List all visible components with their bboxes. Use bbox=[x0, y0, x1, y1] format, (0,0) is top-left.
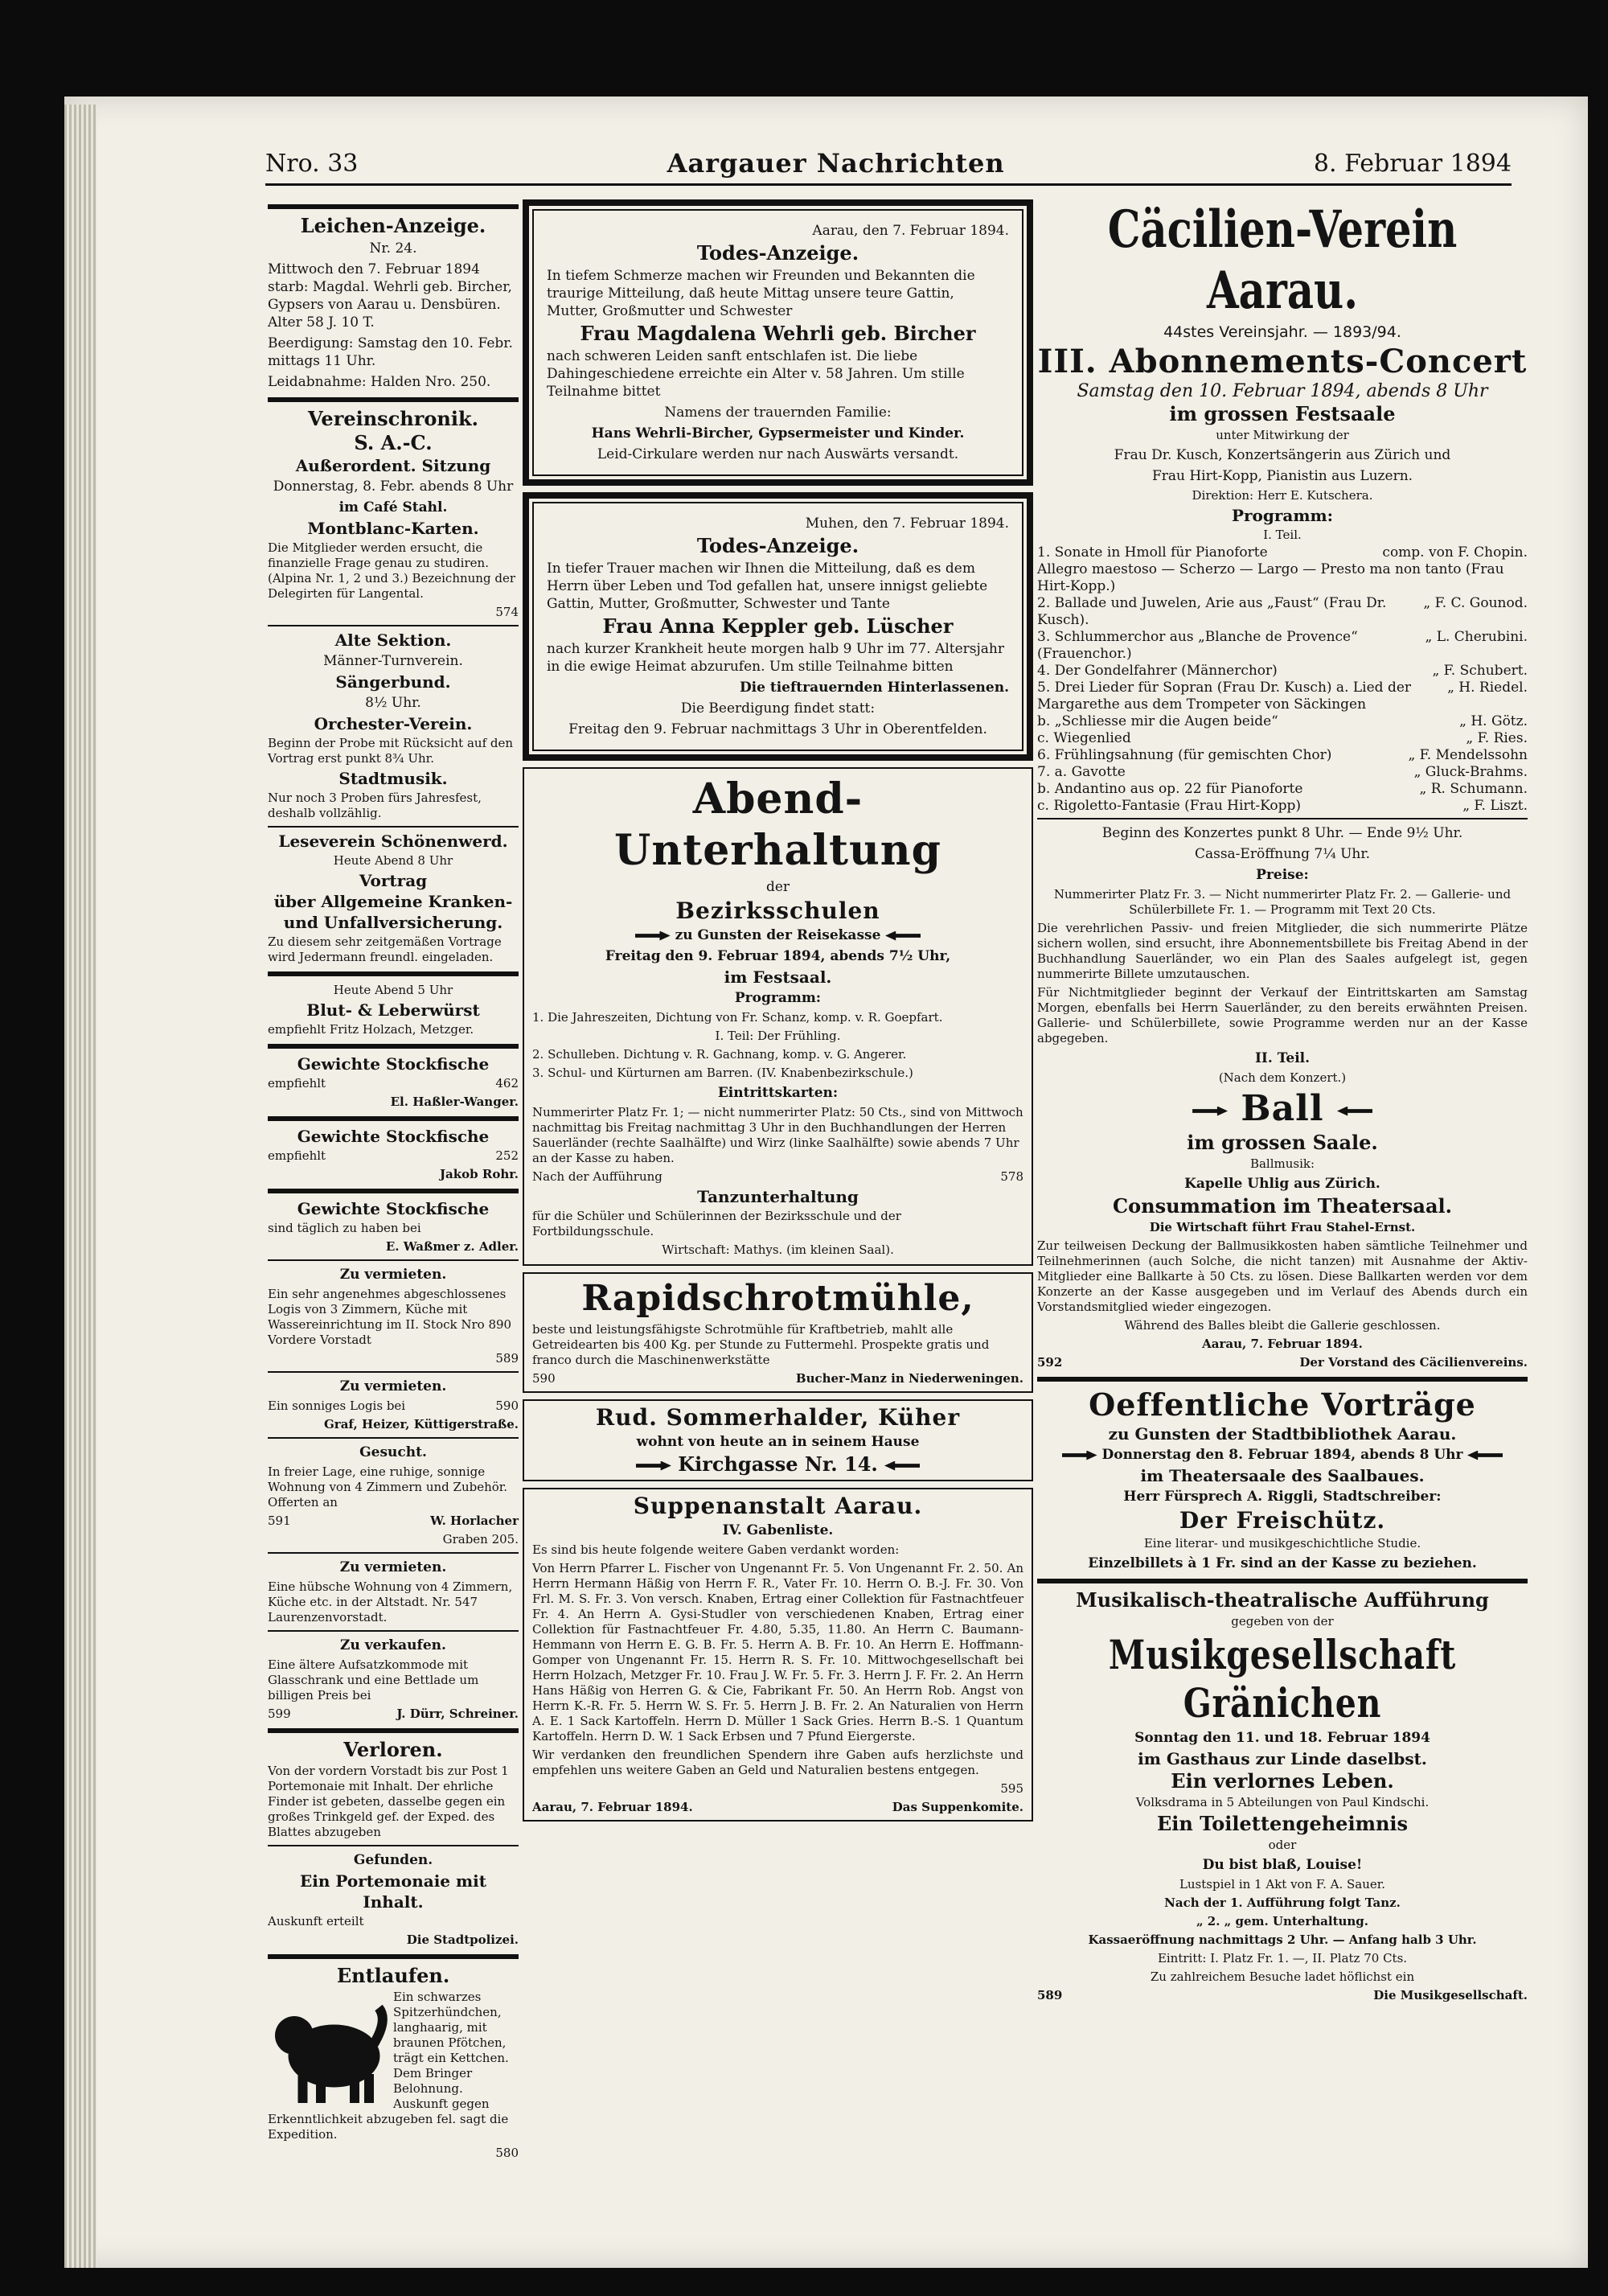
musik-sig: Die Musikgesellschaft. bbox=[1373, 1988, 1528, 2002]
abend-prog-item: I. Teil: Der Frühling. bbox=[715, 1029, 841, 1043]
abend-zu: zu Gunsten der Reisekasse bbox=[675, 927, 881, 943]
entlaufen-num: 580 bbox=[495, 2146, 519, 2160]
musik-loc: im Gasthaus zur Linde daselbst. bbox=[1138, 1749, 1427, 1768]
musik-play2: Ein Toilettengeheimnis bbox=[1156, 1812, 1409, 1835]
sac-sub: Außerordent. Sitzung bbox=[295, 456, 491, 475]
leichen-anzeige bbox=[268, 214, 519, 392]
caec-info2: Für Nichtmitglieder beginnt der Verkauf der Eintrittskarten am Samstag Morgen, ebenfalls bei Herrn Sauerländer, zu den bereits erwähnten Preisen. Gallerie- und Schülerbillete, sowie Programme werden nur an der Kasse abgegeben. bbox=[1037, 985, 1528, 1045]
alte-title: Alte Sektion. bbox=[334, 630, 452, 650]
stock2-by: empfiehlt bbox=[268, 1148, 326, 1163]
tod1-fam: Namens der trauernden Familie: bbox=[664, 405, 892, 421]
musik-nach2: „ 2. „ gem. Unterhaltung. bbox=[1196, 1914, 1369, 1928]
sac-text: Donnerstag, 8. Febr. abends 8 Uhr bbox=[273, 479, 514, 495]
abend-tanz: Tanzunterhaltung bbox=[697, 1187, 859, 1206]
stock1-line bbox=[268, 1074, 519, 1093]
program-item-title: c. Rigoletto-Fantasie (Frau Hirt-Kopp) bbox=[1037, 798, 1302, 814]
leichen-title: Leichen-Anzeige. bbox=[300, 214, 486, 237]
musik-ges: Musikgesellschaft Gränichen bbox=[1108, 1631, 1457, 1727]
caec-loc: im grossen Festsaale bbox=[1169, 402, 1396, 425]
caec-ball: Ball bbox=[1241, 1088, 1324, 1129]
caec-ballmusik: Ballmusik: bbox=[1249, 1156, 1315, 1171]
gesucht-text: In freier Lage, eine ruhige, sonnige Wohnung von 4 Zimmern und Zubehör. Offerten an bbox=[268, 1464, 508, 1509]
divider bbox=[268, 1954, 519, 1959]
stadtmusik-title: Stadtmusik. bbox=[338, 769, 448, 788]
program-item-title: c. Wiegenlied bbox=[1037, 730, 1131, 746]
divider bbox=[268, 625, 519, 626]
pointing-hand-icon bbox=[1467, 1451, 1503, 1460]
program-item bbox=[1037, 781, 1528, 798]
pointing-hand-icon bbox=[885, 931, 921, 941]
program-item-composer: „ L. Cherubini. bbox=[1425, 629, 1528, 645]
musik-playsub: Volksdrama in 5 Abteilungen von Paul Kindschi. bbox=[1135, 1795, 1430, 1809]
program-item-title: 4. Der Gondelfahrer (Männerchor) bbox=[1037, 663, 1278, 679]
pointing-hand-icon bbox=[1062, 1451, 1097, 1460]
musik-invite: Zu zahlreichem Besuche ladet höflichst ein bbox=[1150, 1969, 1415, 1984]
caec-ball-loc: im grossen Saale. bbox=[1187, 1131, 1378, 1154]
program-item bbox=[1037, 663, 1528, 680]
program-item-composer: „ F. Ries. bbox=[1466, 730, 1528, 746]
abend-date: Freitag den 9. Februar 1894, abends 7½ Uhr, bbox=[605, 948, 951, 964]
program-item-composer: „ H. Riedel. bbox=[1447, 680, 1528, 696]
rapid-num: 590 bbox=[532, 1371, 556, 1386]
musik-entry: Eintritt: I. Platz Fr. 1. —, II. Platz 70 Cts. bbox=[1157, 1951, 1408, 1965]
pointing-hand-icon bbox=[1337, 1107, 1372, 1116]
divider bbox=[268, 1845, 519, 1846]
program-item-title: 3. Schlummerchor aus „Blanche de Provence“ (Frauenchor.) bbox=[1037, 629, 1358, 662]
stock2-title: Gewichte Stockfische bbox=[297, 1127, 490, 1146]
tod1-place: Aarau, den 7. Februar 1894. bbox=[812, 223, 1009, 239]
tod2-text1: In tiefer Trauer machen wir Ihnen die Mitteilung, daß es dem Herrn über Leben und Tod gefallen hat, unsere innigst geliebte Gattin, Mutter, Großmutter, Schwester und Tante bbox=[547, 561, 988, 612]
divider bbox=[268, 826, 519, 828]
oeffentliche-vortraege-ad bbox=[1037, 1386, 1528, 1574]
suppe-thanks: Wir verdanken den freundlichen Spendern ihre Gaben aufs herzlichste und empfehlen uns weitere Gaben an Geld und Naturalien bestens entgegen. bbox=[532, 1748, 1023, 1777]
program-item-title: b. Andantino aus op. 22 für Pianoforte bbox=[1037, 781, 1303, 797]
todes-anzeige-1 bbox=[523, 199, 1033, 486]
leichen-nr: Nr. 24. bbox=[369, 240, 417, 257]
verm2-line bbox=[268, 1397, 519, 1415]
orchester-text: Beginn der Probe mit Rücksicht auf den Vortrag erst punkt 8¾ Uhr. bbox=[268, 736, 514, 766]
montblanc-text: Die Mitglieder werden ersucht, die finanzielle Frage genau zu studiren. (Alpina Nr. 1, 2 und 3.) Bezeichnung der Delegirten für Langental. bbox=[268, 540, 515, 601]
gefunden-sub: Ein Portemonaie mit Inhalt. bbox=[300, 1871, 486, 1912]
tod1-text1: In tiefem Schmerze machen wir Freunden und Bekannten die traurige Mitteilung, daß heute Mittag unsere teure Gattin, Mutter, Großmutter und Schwester bbox=[547, 268, 975, 319]
alte-sub: Männer-Turnverein. bbox=[323, 653, 463, 669]
verm3-text: Eine hübsche Wohnung von 4 Zimmern, Küche etc. in der Altstadt. Nr. 547 Laurenzenvorstadt. bbox=[268, 1579, 513, 1624]
masthead bbox=[265, 145, 1512, 182]
stock1-num: 462 bbox=[495, 1076, 519, 1090]
blut-by: empfiehlt Fritz Holzach, Metzger. bbox=[268, 1022, 474, 1037]
abend-after: Nach der Aufführung bbox=[532, 1169, 662, 1184]
verloren-text: Von der vordern Vorstadt bis zur Post 1 Portemonaie mit Inhalt. Der ehrliche Finder ist gebeten, dasselbe gegen ein großes Trinkgeld gef. der Exped. des Blattes abzugeben bbox=[268, 1764, 509, 1839]
sac-title: S. A.-C. bbox=[354, 431, 433, 454]
oeff-who: Herr Fürsprech A. Riggli, Stadtschreiber: bbox=[1123, 1489, 1442, 1505]
suppe-intro: Es sind bis heute folgende weitere Gaben verdankt worden: bbox=[532, 1542, 900, 1557]
musik-oder: oder bbox=[1268, 1838, 1297, 1852]
caec-date: Samstag den 10. Februar 1894, abends 8 Uhr bbox=[1077, 381, 1488, 401]
program-item-title: 5. Drei Lieder für Sopran (Frau Dr. Kusch) a. Lied der Margarethe aus dem Trompeter von Säckingen bbox=[1037, 680, 1412, 713]
musik-title: Musikalisch-theatralische Aufführung bbox=[1076, 1588, 1489, 1612]
program-item-composer: „ F. Liszt. bbox=[1462, 798, 1528, 814]
rapidschrotmuehle-ad bbox=[523, 1272, 1033, 1393]
caec-title: Cäcilien-Verein Aarau. bbox=[1107, 199, 1458, 321]
gesucht-name: W. Horlacher bbox=[430, 1514, 519, 1528]
sommerhalder-ad bbox=[523, 1399, 1033, 1481]
suppe-sub: IV. Gabenliste. bbox=[722, 1522, 834, 1538]
divider bbox=[268, 1630, 519, 1632]
verm2-name: Graf, Heizer, Küttigerstraße. bbox=[324, 1417, 519, 1431]
suppe-text: Von Herrn Pfarrer L. Fischer von Ungenannt Fr. 5. Von Ungenannt Fr. 2. 50. An Herrn Hermann Häßig von Herrn F. R., Vater Fr. 10. Herrn O. B.-J. Fr. 30. Von Frl. M. S. Fr. 3. Von versch. Knaben, Ertrag einer Collektion für Fastnachtfeuer Fr. 4. An Herrn A. Gysi-Studler von verschiedenen Knaben, Ertrag einer Collektion für Fastnachtfeuer Fr. 4.80, 5.35, 11.80. An Herrn C. Baumann-Hemmann von Herrn E. G. B. Fr. 5. Herrn A. B. Fr. 10. An Herrn E. Hoffmann-Gomper von Ungenannt Fr. 15. Herrn R. S. Fr. 10. Mittwochgesellschaft bei Herrn Holzach, Metzger Fr. 10. Frau J. W. Fr. 5. Fr. 3. Herrn J. F. Fr. 2. An Herrn Hans Häßig von Herren G. & Cie, Fabrikant Fr. 50. An Herrn Rob. Angst von Herrn K.-R. Fr. 5. Herrn W. S. Fr. 5. Herrn J. B. Fr. 2. An Naturalien von Herrn A. E. 1 Sack Kartoffeln. Herrn D. Müller 1 Sack Gries. Herrn B.-S. 1 Quantum Kartoffeln. Herrn D. W. 1 Sack Erbsen und 7 Pfund Eiergerste. bbox=[532, 1561, 1023, 1744]
oeff-loc: im Theatersaale des Saalbaues. bbox=[1140, 1466, 1425, 1485]
verm2-title: Zu vermieten. bbox=[339, 1378, 447, 1394]
suppe-sig: Das Suppenkomite. bbox=[892, 1800, 1023, 1814]
gefunden-title: Gefunden. bbox=[353, 1852, 433, 1868]
program-item-composer: „ Gluck-Brahms. bbox=[1413, 764, 1528, 780]
abend-sub: Bezirksschulen bbox=[675, 897, 880, 924]
stock1-by: empfiehlt bbox=[268, 1076, 326, 1090]
program-item-composer: „ F. Schubert. bbox=[1432, 663, 1528, 679]
tod2-title: Todes-Anzeige. bbox=[696, 534, 859, 557]
stock2-line bbox=[268, 1147, 519, 1165]
abend-wirt: Wirtschaft: Mathys. (im kleinen Saal). bbox=[662, 1242, 894, 1257]
caec-preise-title: Preise: bbox=[1256, 867, 1309, 883]
pointing-hand-icon bbox=[635, 931, 671, 941]
caec-num: 592 bbox=[1037, 1355, 1063, 1370]
musik-play: Ein verlornes Leben. bbox=[1171, 1769, 1394, 1793]
program-item-title: 7. a. Gavotte bbox=[1037, 764, 1126, 780]
program-item bbox=[1037, 764, 1528, 781]
verk-num: 599 bbox=[268, 1707, 291, 1721]
gesucht-num: 591 bbox=[268, 1514, 291, 1528]
caec-cons: Consummation im Theatersaal. bbox=[1113, 1194, 1452, 1218]
oeff-title: Oeffentliche Vorträge bbox=[1089, 1386, 1476, 1423]
musik-play2b: Du bist blaß, Louise! bbox=[1202, 1857, 1363, 1873]
suppe-sign-line bbox=[532, 1798, 1023, 1817]
program-item-composer: „ H. Götz. bbox=[1459, 713, 1528, 729]
leseverein-sub: Vortrag bbox=[359, 871, 428, 890]
abend-prog-item: 2. Schulleben. Dichtung v. R. Gachnang, komp. v. G. Angerer. bbox=[532, 1047, 907, 1062]
abend-der: der bbox=[765, 879, 790, 895]
divider bbox=[1037, 818, 1528, 819]
divider bbox=[268, 1728, 519, 1733]
saenger-title: Sängerbund. bbox=[335, 672, 451, 692]
musik-date: Sonntag den 11. und 18. Februar 1894 bbox=[1134, 1730, 1430, 1746]
suppe-num: 595 bbox=[1000, 1781, 1023, 1796]
caec-kapelle: Kapelle Uhlig aus Zürich. bbox=[1184, 1176, 1380, 1192]
caec-preise: Nummerirter Platz Fr. 3. — Nicht nummerirter Platz Fr. 2. — Gallerie- und Schülerbillete Fr. 1. — Programm mit Text 20 Cts. bbox=[1053, 887, 1512, 917]
verk-name: J. Dürr, Schreiner. bbox=[396, 1707, 519, 1721]
divider bbox=[268, 1189, 519, 1193]
rapid-line bbox=[532, 1370, 1023, 1388]
dog-icon bbox=[268, 1990, 388, 2110]
tod2-burial: Die Beerdigung findet statt: bbox=[680, 700, 876, 717]
musikgesellschaft-ad bbox=[1037, 1588, 1528, 2005]
stock1-name: El. Haßler-Wanger. bbox=[390, 1095, 519, 1109]
musik-num: 589 bbox=[1037, 1988, 1063, 2002]
program-item-title: 6. Frühlingsahnung (für gemischten Chor) bbox=[1037, 747, 1332, 763]
caec-dir: Direktion: Herr E. Kutschera. bbox=[1192, 488, 1373, 503]
montblanc-num: 574 bbox=[495, 605, 519, 619]
saenger-text: 8½ Uhr. bbox=[365, 695, 421, 711]
program-item-composer: „ F. C. Gounod. bbox=[1423, 595, 1528, 611]
tod2-name: Frau Anna Keppler geb. Lüscher bbox=[602, 614, 954, 638]
pointing-hand-icon bbox=[636, 1461, 671, 1471]
leseverein-text: Heute Abend 8 Uhr bbox=[333, 853, 453, 868]
abend-prog-item: 1. Die Jahreszeiten, Dichtung von Fr. Schanz, komp. v. R. Goepfart. bbox=[532, 1010, 943, 1025]
tod1-text2: nach schweren Leiden sanft entschlafen ist. Die liebe Dahingeschiedene erreichte ein Alter v. 58 Jahren. Um stille Teilnahme bittet bbox=[547, 348, 965, 400]
program-item bbox=[1037, 629, 1528, 663]
verm2-num: 590 bbox=[495, 1399, 519, 1413]
caec-gall: Während des Balles bleibt die Gallerie geschlossen. bbox=[1124, 1318, 1441, 1333]
caec-concert: III. Abonnements-Concert bbox=[1037, 343, 1528, 380]
blut-pre: Heute Abend 5 Uhr bbox=[333, 983, 453, 997]
divider bbox=[268, 1437, 519, 1439]
stock1-title: Gewichte Stockfische bbox=[297, 1054, 490, 1074]
caec-prog-title: Programm: bbox=[1231, 506, 1334, 525]
musik-by: gegeben von der bbox=[1231, 1614, 1334, 1629]
leichen-pickup: Leidabnahme: Halden Nro. 250. bbox=[268, 374, 491, 390]
verm1-title: Zu vermieten. bbox=[339, 1267, 447, 1283]
divider bbox=[268, 1259, 519, 1261]
rapid-title: Rapidschrotmühle, bbox=[581, 1278, 974, 1319]
gesucht-line bbox=[268, 1512, 519, 1530]
tod2-sig: Die tieftrauernden Hinterlassenen. bbox=[739, 680, 1009, 696]
program-item bbox=[1037, 680, 1528, 713]
todes-anzeige-2 bbox=[523, 492, 1033, 761]
leichen-text: Mittwoch den 7. Februar 1894 starb: Magdal. Wehrli geb. Bircher, Gypsers von Aarau u. Densbüren. Alter 58 J. 10 T. bbox=[268, 261, 512, 331]
divider bbox=[1037, 1579, 1528, 1583]
montblanc-title: Montblanc-Karten. bbox=[307, 519, 479, 538]
abend-title: Abend-Unterhaltung bbox=[614, 774, 941, 875]
tod1-title: Todes-Anzeige. bbox=[696, 241, 859, 265]
caec-sign-line bbox=[1037, 1353, 1528, 1372]
caec-deck: Zur teilweisen Deckung der Ballmusikkosten haben sämtliche Teilnehmer und Teilnehmerinnen (auch Solche, die nicht tanzen) mit Ausnahme der Aktiv-Mitglieder eine Ballkarte à 50 Cts. zu lösen. Diese Ballkarten werden vor dem Konzerte an der Kasse ausgegeben und im Verlauf des Abends durch ein Vorstandsmitglied wieder eingezogen. bbox=[1037, 1238, 1528, 1314]
divider bbox=[268, 1552, 519, 1554]
verk-line bbox=[268, 1705, 519, 1723]
oeff-sub: zu Gunsten der Stadtbibliothek Aarau. bbox=[1108, 1424, 1457, 1444]
divider bbox=[1037, 1377, 1528, 1382]
rud-addr: Kirchgasse Nr. 14. bbox=[678, 1452, 878, 1476]
verk-title: Zu verkaufen. bbox=[340, 1637, 446, 1653]
program-item bbox=[1037, 561, 1528, 595]
entlaufen-body bbox=[268, 1988, 519, 2144]
header-rule bbox=[265, 183, 1512, 186]
stock2-name: Jakob Rohr. bbox=[439, 1167, 519, 1181]
musik-play2sub: Lustspiel in 1 Akt von F. A. Sauer. bbox=[1179, 1877, 1386, 1891]
abend-tanz-text: für die Schüler und Schülerinnen der Bezirksschule und der Fortbildungsschule. bbox=[532, 1209, 901, 1238]
caec-p1: Frau Dr. Kusch, Konzertsängerin aus Zürich und bbox=[1114, 447, 1451, 463]
rapid-name: Bucher-Manz in Niederweningen. bbox=[795, 1371, 1023, 1386]
program-item bbox=[1037, 713, 1528, 730]
page-edge bbox=[64, 105, 96, 2268]
abend-unterhaltung bbox=[523, 767, 1033, 1266]
gesucht-addr: Graben 205. bbox=[442, 1532, 519, 1546]
caec-teil2sub: (Nach dem Konzert.) bbox=[1218, 1070, 1347, 1085]
leseverein-sub2: über Allgemeine Kranken- und Unfallversicherung. bbox=[273, 892, 513, 932]
blut-title: Blut- & Leberwürst bbox=[306, 1000, 480, 1020]
sac-loc: im Café Stahl. bbox=[338, 499, 448, 515]
caec-sub: 44stes Vereinsjahr. — 1893/94. bbox=[1163, 323, 1401, 341]
tod2-when: Freitag den 9. Februar nachmittags 3 Uhr in Oberentfelden. bbox=[568, 721, 987, 737]
tod1-name: Frau Magdalena Wehrli geb. Bircher bbox=[580, 322, 976, 345]
program-item-title: b. „Schliesse mir die Augen beide“ bbox=[1037, 713, 1278, 729]
verm2-text: Ein sonniges Logis bei bbox=[268, 1399, 406, 1413]
caec-wirt: Die Wirtschaft führt Frau Stahel-Ernst. bbox=[1149, 1220, 1416, 1234]
suppenanstalt-ad bbox=[523, 1488, 1033, 1822]
abend-num: 578 bbox=[1000, 1169, 1023, 1184]
verk-text: Eine ältere Aufsatzkommode mit Glasschrank und eine Bettlade um billigen Preis bei bbox=[268, 1657, 479, 1702]
verm1-text: Ein sehr angenehmes abgeschlossenes Logis von 3 Zimmern, Küche mit Wassereinrichtung im II. Stock Nro 890 Vordere Vorstadt bbox=[268, 1287, 512, 1347]
verloren-title: Verloren. bbox=[343, 1738, 443, 1761]
divider bbox=[268, 397, 519, 402]
divider bbox=[268, 1116, 519, 1121]
abend-prog-title: Programm: bbox=[734, 990, 822, 1006]
leichen-burial: Beerdigung: Samstag den 10. Febr. mittags 11 Uhr. bbox=[268, 335, 513, 369]
tod1-foot: Leid-Cirkulare werden nur nach Auswärts versandt. bbox=[597, 446, 959, 462]
program-item-title: Allegro maestoso — Scherzo — Largo — Presto ma non tanto (Frau Hirt-Kopp.) bbox=[1037, 561, 1504, 594]
vereinschronik-title: Vereinschronik. bbox=[308, 407, 478, 430]
program-item-composer: comp. von F. Chopin. bbox=[1382, 544, 1528, 561]
rud-sub: wohnt von heute an in seinem Hause bbox=[636, 1434, 920, 1450]
caec-begin: Beginn des Konzertes punkt 8 Uhr. — Ende 9½ Uhr. bbox=[1101, 825, 1463, 841]
verm3-title: Zu vermieten. bbox=[339, 1559, 447, 1575]
orchester-title: Orchester-Verein. bbox=[314, 714, 473, 733]
program-item-title: 2. Ballade und Juwelen, Arie aus „Faust“ (Frau Dr. Kusch). bbox=[1037, 595, 1387, 628]
tod2-text2: nach kurzer Krankheit heute morgen halb 9 Uhr im 77. Altersjahr in die ewige Heimat abzurufen. Um stille Teilnahme bitten bbox=[547, 641, 1004, 675]
abend-zu-line bbox=[532, 925, 1023, 946]
rud-addr-line bbox=[532, 1452, 1023, 1477]
oeff-tix: Einzelbillets à 1 Fr. sind an der Kasse zu beziehen. bbox=[1088, 1555, 1477, 1571]
musik-nach: Nach der 1. Aufführung folgt Tanz. bbox=[1164, 1896, 1401, 1910]
program-item bbox=[1037, 798, 1528, 815]
musik-sign-line bbox=[1037, 1986, 1528, 2005]
program-item-composer: „ R. Schumann. bbox=[1419, 781, 1528, 797]
entlaufen-text: Ein schwarzes Spitzerhündchen, langhaarig, mit braunen Pfötchen, trägt ein Kettchen. Dem Bringer Belohnung. Auskunft gegen Erkenntlichkeit abzugeben fel. sagt die Expedition. bbox=[268, 1990, 509, 2142]
program-item bbox=[1037, 747, 1528, 764]
leseverein-title: Leseverein Schönenwerd. bbox=[278, 832, 508, 851]
pointing-hand-icon bbox=[1192, 1107, 1228, 1116]
pointing-hand-icon bbox=[884, 1461, 920, 1471]
gefunden-text: Auskunft erteilt bbox=[268, 1914, 364, 1928]
abend-prog-item: 3. Schul- und Kürturnen am Barren. (IV. Knabenbezirkschule.) bbox=[532, 1066, 913, 1080]
stock3-name: E. Waßmer z. Adler. bbox=[385, 1239, 519, 1254]
column-2 bbox=[523, 199, 1033, 1822]
divider bbox=[268, 204, 519, 209]
oeff-desc: Eine literar- und musikgeschichtliche Studie. bbox=[1143, 1536, 1421, 1551]
tod2-place: Muhen, den 7. Februar 1894. bbox=[805, 515, 1009, 532]
stadtmusik-text: Nur noch 3 Proben fürs Jahresfest, deshalb vollzählig. bbox=[268, 791, 482, 820]
suppe-place: Aarau, 7. Februar 1894. bbox=[532, 1800, 693, 1814]
gefunden-name: Die Stadtpolizei. bbox=[406, 1933, 519, 1947]
rud-title: Rud. Sommerhalder, Küher bbox=[595, 1404, 961, 1431]
entlaufen-title: Entlaufen. bbox=[336, 1964, 450, 1987]
newspaper-title: Aargauer Nachrichten bbox=[667, 148, 1005, 179]
sac-ad bbox=[268, 431, 519, 518]
caec-sig: Der Vorstand des Cäcilienvereins. bbox=[1299, 1355, 1528, 1370]
abend-loc: im Festsaal. bbox=[724, 967, 832, 987]
gesucht-title: Gesucht. bbox=[359, 1444, 427, 1460]
issue-date: 8. Februar 1894 bbox=[1313, 149, 1512, 178]
montblanc-ad bbox=[268, 518, 519, 622]
program-item-composer: „ F. Mendelssohn bbox=[1408, 747, 1528, 763]
caec-with: unter Mitwirkung der bbox=[1216, 428, 1349, 442]
caec-teil1: I. Teil. bbox=[1263, 528, 1302, 542]
ball-line bbox=[1037, 1087, 1528, 1131]
tod1-sig: Hans Wehrli-Bircher, Gypsermeister und Kinder. bbox=[591, 425, 965, 442]
caec-info1: Die verehrlichen Passiv- und freien Mitglieder, die sich nummerirte Plätze sichern wollen, sind ersucht, ihre Abonnementsbillete bis Freitag Abend in der Buchhandlung Sauerländer, wo ein Plan des Saales aufgelegt ist, gegen nummerirte Billete umzutauschen. bbox=[1037, 921, 1528, 981]
caec-program-list bbox=[1037, 544, 1528, 815]
rapid-text: beste und leistungsfähigste Schrotmühle für Kraftbetrieb, mahlt alle Getreidearten bis 400 Kg. per Stunde zu Futtermehl. Prospekte gratis und franco durch die Maschinenwerkstätte bbox=[532, 1322, 990, 1367]
divider bbox=[268, 1044, 519, 1049]
oeff-date-line bbox=[1037, 1444, 1528, 1465]
issue-number: Nro. 33 bbox=[265, 149, 359, 178]
column-3 bbox=[1037, 199, 1528, 2005]
program-item bbox=[1037, 595, 1528, 629]
caec-cassa: Cassa-Eröffnung 7¼ Uhr. bbox=[1194, 846, 1371, 862]
caecilien-verein-ad bbox=[1037, 199, 1528, 1372]
column-1 bbox=[268, 199, 519, 2163]
abend-tickets-title: Eintrittskarten: bbox=[717, 1085, 839, 1101]
abend-after-line bbox=[532, 1168, 1023, 1186]
stock2-num: 252 bbox=[495, 1148, 519, 1163]
program-item bbox=[1037, 544, 1528, 561]
oeff-topic: Der Freischütz. bbox=[1179, 1507, 1386, 1534]
caec-p2: Frau Hirt-Kopp, Pianistin aus Luzern. bbox=[1151, 468, 1413, 484]
verm1-num: 589 bbox=[495, 1351, 519, 1366]
stock3-text: sind täglich zu haben bei bbox=[268, 1221, 421, 1235]
abend-tickets: Nummerirter Platz Fr. 1; — nicht nummerirter Platz: 50 Cts., sind von Mittwoch nachmittag bis Freitag nachmittag 3 Uhr in den Buchhandlungen der Herren Sauerländer (rechte Saalhälfte) und Wirz (linke Saalhälfte) sowie abends 7 Uhr an der Kasse zu haben. bbox=[532, 1105, 1023, 1165]
oeff-date: Donnerstag den 8. Februar 1894, abends 8 Uhr bbox=[1101, 1447, 1463, 1463]
program-item bbox=[1037, 730, 1528, 747]
divider bbox=[268, 971, 519, 976]
program-item-title: 1. Sonate in Hmoll für Pianoforte bbox=[1037, 544, 1268, 561]
divider bbox=[268, 1371, 519, 1373]
caec-teil2: II. Teil. bbox=[1254, 1050, 1311, 1066]
musik-kasse: Kassaeröffnung nachmittags 2 Uhr. — Anfang halb 3 Uhr. bbox=[1088, 1933, 1477, 1947]
stock3-title: Gewichte Stockfische bbox=[297, 1199, 490, 1218]
suppe-title: Suppenanstalt Aarau. bbox=[633, 1493, 923, 1519]
caec-place: Aarau, 7. Februar 1894. bbox=[1202, 1337, 1363, 1351]
leseverein-text2: Zu diesem sehr zeitgemäßen Vortrage wird Jedermann freundl. eingeladen. bbox=[268, 934, 502, 964]
